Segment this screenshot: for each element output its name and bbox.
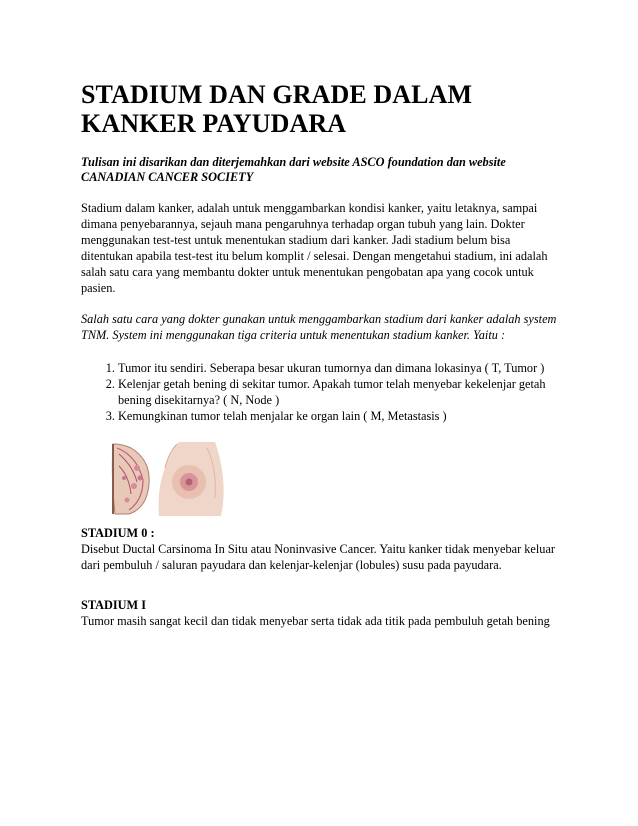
stadium-1-heading: STADIUM I: [81, 598, 147, 612]
stadium-0-text: Disebut Ductal Carsinoma In Situ atau Noninvasive Cancer. Yaitu kanker tidak menyebar keluar dari pembuluh / saluran payudara dan kelenjar-kelenjar (lobules) susu pada payudara.: [81, 541, 555, 572]
stadium-1-text: Tumor masih sangat kecil dan tidak menyebar serta tidak ada titik pada pembuluh getah bening: [81, 613, 550, 628]
breast-anatomy-illustration: [107, 438, 227, 516]
stadium-1-section: [81, 598, 561, 630]
stadium-0-section: [81, 526, 561, 574]
breast-cross-section-image: [112, 444, 149, 514]
subtitle: Tulisan ini disarikan dan diterjemahkan dari website ASCO foundation dan website CANADIAN CANCER SOCIETY: [81, 155, 506, 184]
stadium-0-heading: STADIUM 0 :: [81, 526, 155, 540]
tnm-paragraph: Salah satu cara yang dokter gunakan untuk menggambarkan stadium dari kanker adalah system TNM. System ini menggunakan tiga criteria untuk menentukan stadium kanker. Yaitu :: [81, 312, 557, 343]
list-item: 2. Kelenjar getah bening di sekitar tumor. Apakah tumor telah menyebar kekelenjar getah bening disekitarnya? ( N, Node ): [118, 377, 561, 409]
tnm-criteria-list: [81, 361, 561, 425]
list-item: 1. Tumor itu sendiri. Seberapa besar ukuran tumornya dan dimana lokasinya ( T, Tumor ): [118, 361, 561, 377]
document-title: [81, 80, 561, 138]
title-line-1: STADIUM DAN GRADE DALAM: [81, 80, 473, 109]
chest-front-view-image: [159, 442, 224, 516]
document-page: [81, 80, 561, 628]
title-line-2: KANKER PAYUDARA: [81, 109, 347, 138]
list-item: 3. Kemungkinan tumor telah menjalar ke organ lain ( M, Metastasis ): [118, 409, 561, 425]
intro-paragraph: Stadium dalam kanker, adalah untuk menggambarkan kondisi kanker, yaitu letaknya, sampai dimana penyebarannya, sejauh mana pengaruhnya terhadap organ tubuh yang lain. Dokter menggunakan test-test untuk menentukan stadium dari kanker. Jadi stadium belum bisa ditentukan apabila test-test itu belum komplit / selesai. Dengan mengetahui stadium, ini adalah salah satu cara yang membantu dokter untuk menentukan pengobatan apa yang cocok untuk pasien.: [81, 201, 548, 295]
